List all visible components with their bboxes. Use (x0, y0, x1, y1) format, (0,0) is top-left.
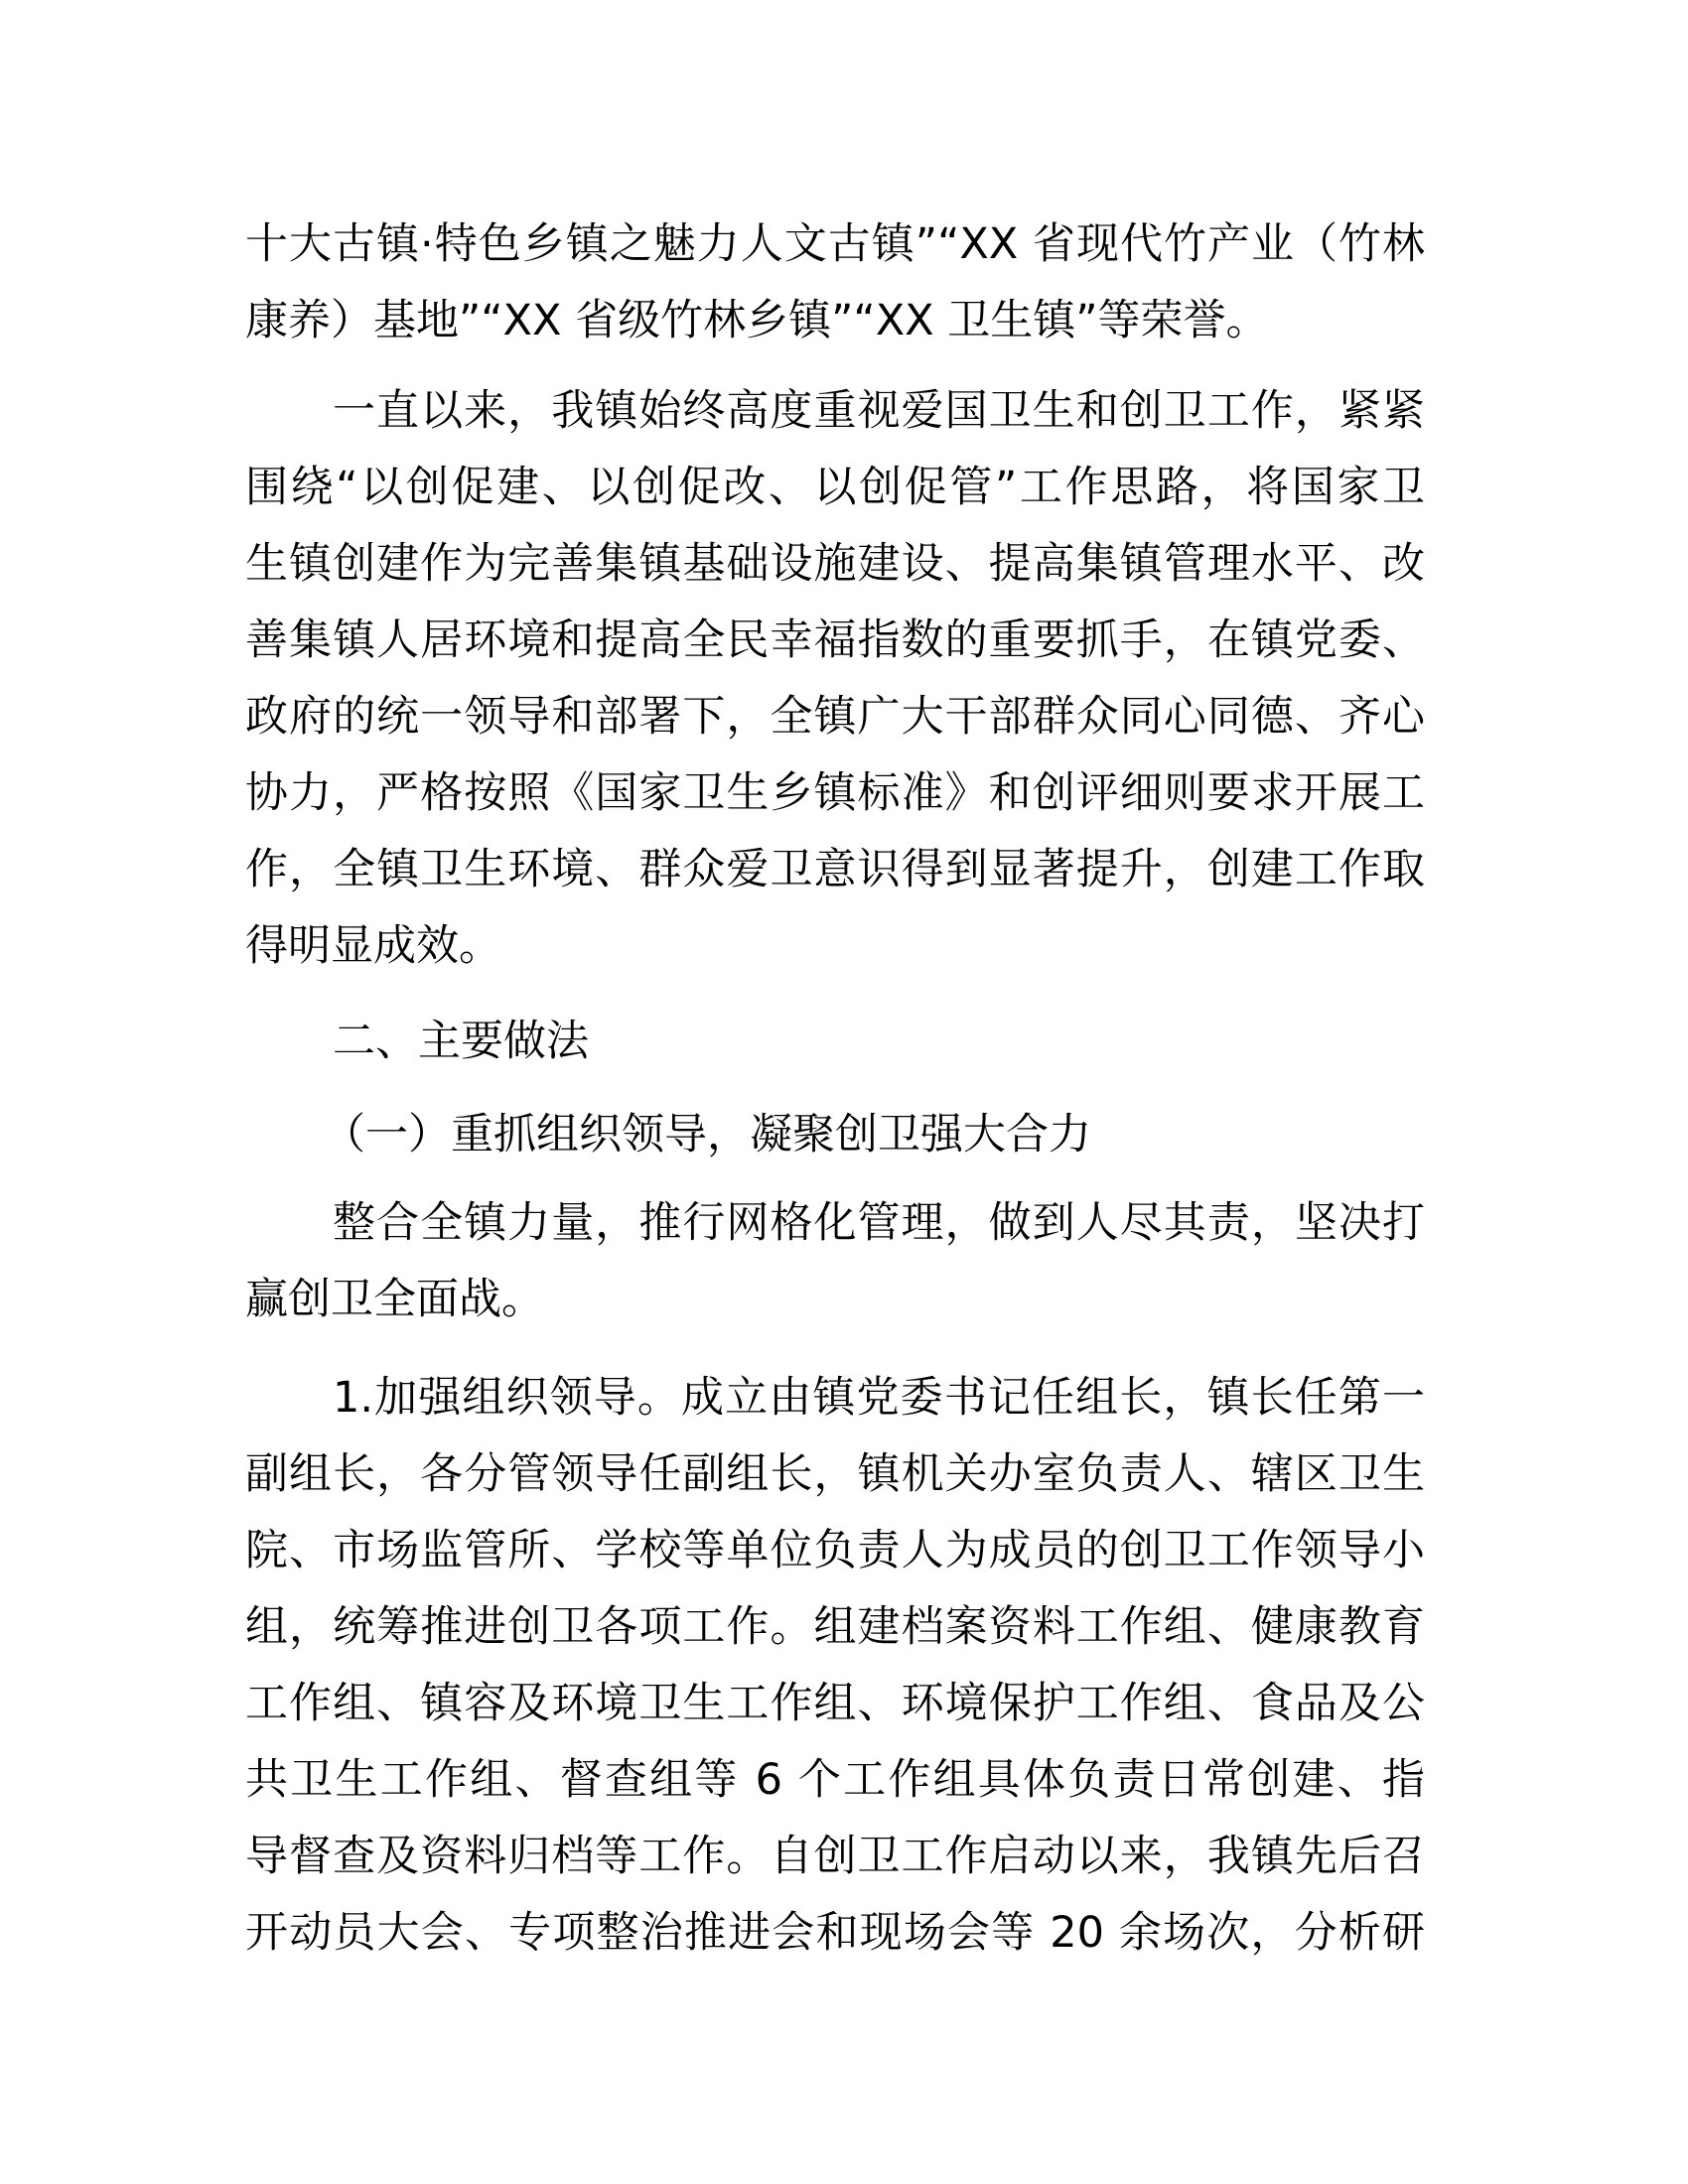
text-line: 1.加强组织领导。成立由镇党委书记任组长，镇长任第一 (333, 1373, 1425, 1423)
text-line: 导督查及资料归档等工作。自创卫工作启动以来，我镇先后召 (245, 1832, 1425, 1881)
text-line: 康养）基地”“XX 省级竹林乡镇”“XX 卫生镇”等荣誉。 (245, 296, 1269, 345)
paragraph-honors-continued (245, 206, 1425, 359)
text-line: 生镇创建作为完善集镇基础设施建设、提高集镇管理水平、改 (245, 539, 1425, 589)
heading-text: 二、主要做法 (333, 1017, 589, 1066)
text-line: 整合全镇力量，推行网格化管理，做到人尽其责，坚决打 (333, 1198, 1425, 1248)
text-line: 作，全镇卫生环境、群众爱卫意识得到显著提升，创建工作取 (245, 845, 1425, 894)
text-line: 十大古镇·特色乡镇之魅力人文古镇”“XX 省现代竹产业（竹林 (245, 219, 1425, 269)
text-line: 一直以来，我镇始终高度重视爱国卫生和创卫工作，紧紧 (333, 386, 1425, 436)
text-line: 共卫生工作组、督查组等 6 个工作组具体负责日常创建、指 (245, 1755, 1425, 1805)
text-line: 赢创卫全面战。 (245, 1275, 544, 1324)
text-line: 善集镇人居环境和提高全民幸福指数的重要抓手，在镇党委、 (245, 615, 1425, 665)
heading-text: （一）重抓组织领导，凝聚创卫强大合力 (323, 1110, 1091, 1160)
paragraph-organization (245, 1360, 1425, 1972)
paragraph-intro (245, 1185, 1425, 1338)
section-heading (245, 1004, 1425, 1080)
subsection-heading (245, 1097, 1425, 1173)
text-line: 围绕“以创促建、以创促改、以创促管”工作思路，将国家卫 (245, 463, 1425, 512)
text-line: 开动员大会、专项整治推进会和现场会等 20 余场次，分析研 (245, 1908, 1425, 1958)
paragraph-overview (245, 373, 1425, 985)
text-line: 院、市场监管所、学校等单位负责人为成员的创卫工作领导小 (245, 1526, 1425, 1575)
text-line: 得明显成效。 (245, 921, 501, 971)
text-line: 组，统筹推进创卫各项工作。组建档案资料工作组、健康教育 (245, 1602, 1425, 1652)
text-line: 工作组、镇容及环境卫生工作组、环境保护工作组、食品及公 (245, 1679, 1425, 1728)
text-line: 协力，严格按照《国家卫生乡镇标准》和创评细则要求开展工 (245, 768, 1425, 818)
text-line: 政府的统一领导和部署下，全镇广大干部群众同心同德、齐心 (245, 692, 1425, 742)
text-line: 副组长，各分管领导任副组长，镇机关办室负责人、辖区卫生 (245, 1449, 1425, 1499)
